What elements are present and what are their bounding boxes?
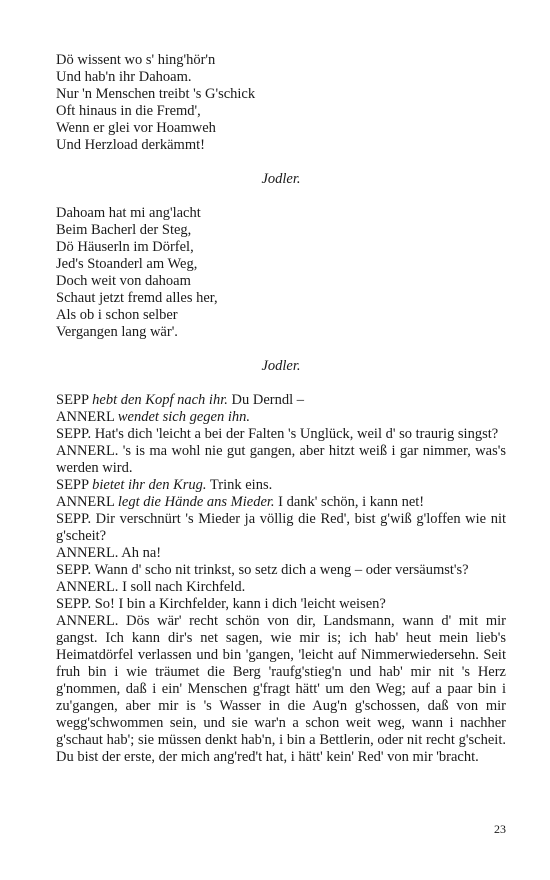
dialog-line	[56, 579, 506, 596]
speaker-name: SEPP	[56, 477, 89, 493]
verse-stanza-2	[56, 205, 506, 341]
dialog-line	[56, 596, 506, 613]
speech-text: Du Derndl –	[231, 392, 304, 408]
verse-line: Jed's Stoanderl am Weg,	[56, 256, 198, 272]
speech-text: Trink eins.	[209, 477, 273, 493]
speaker-name: SEPP.	[56, 511, 92, 527]
dialog-line	[56, 545, 506, 562]
speaker-name: ANNERL.	[56, 579, 119, 595]
speaker-name: SEPP.	[56, 562, 92, 578]
dialog-line	[56, 511, 506, 545]
dialog-section	[56, 392, 506, 766]
verse-line: Und Herzload derkämmt!	[56, 137, 205, 153]
speech-text: Dir verschnürt 's Mieder ja völlig die Red', bist g'wiß g'loffen wie nit g'scheit?	[56, 511, 507, 544]
speaker-name: ANNERL	[56, 409, 115, 425]
speaker-name: SEPP	[56, 392, 89, 408]
speech-text: Ah na!	[121, 545, 162, 561]
verse-line: Oft hinaus in die Fremd',	[56, 103, 201, 119]
speech-text: Hat's dich 'leicht a bei der Falten 's Unglück, weil d' so traurig singst?	[94, 426, 499, 442]
verse-line: Als ob i schon selber	[56, 307, 178, 323]
dialog-line	[56, 477, 506, 494]
dialog-line	[56, 562, 506, 579]
dialog-line	[56, 426, 506, 443]
speaker-name: ANNERL.	[56, 545, 119, 561]
speech-text: Wann d' scho nit trinkst, so setz dich a weng – oder versäumst's?	[94, 562, 469, 578]
speech-text: I soll nach Kirchfeld.	[122, 579, 246, 595]
verse-stanza-1	[56, 52, 506, 154]
stage-direction: bietet ihr den Krug.	[92, 477, 207, 493]
speech-text: I dank' schön, i kann net!	[278, 494, 425, 510]
speech-text: Dös wär' recht schön von dir, Landsmann, wann d' mit mir gangst. Ich kann dir's net sagen, wie mir is; ich hab' heut mein lieb's Heimatdörfel verlassen und bin 'gangen, 'leicht auf Nimmerwiedersehn. Seit fruh bin i wie träumet die Berg 'raufg'stieg'n und hab' mir nit 's Herz g'nommen, daß i ein' Menschen g'fragt hätt' um den Weg; auf a paar bin i zu'gangen, aber mir is 's Wasser in die Aug'n g'schossen, daß von mir wegg'schwommen sein, und sie war'n a schon weit weg, wann i nachher g'schaut hab'; sie müssen denkt hab'n, i bin a Bettlerin, oder nit recht g'scheit. Du bist der erste, der mich ang'red't hat, i hätt' kein' Red' von mir 'bracht.	[56, 613, 506, 765]
dialog-line	[56, 613, 506, 766]
dialog-line	[56, 409, 506, 426]
page-number: 23	[494, 822, 506, 836]
stage-direction-jodler: Jodler.	[261, 358, 301, 374]
verse-line: Vergangen lang wär'.	[56, 324, 178, 340]
speech-text: 's is ma wohl nie gut gangen, aber hitzt weiß i gar nimmer, was's werden wird.	[56, 443, 507, 476]
verse-line: Doch weit von dahoam	[56, 273, 191, 289]
speaker-name: ANNERL	[56, 494, 115, 510]
speech-text: So! I bin a Kirchfelder, kann i dich 'leicht weisen?	[94, 596, 386, 612]
speaker-name: SEPP.	[56, 426, 92, 442]
verse-line: Dahoam hat mi ang'lacht	[56, 205, 201, 221]
stage-direction-jodler: Jodler.	[261, 171, 301, 187]
verse-line: Schaut jetzt fremd alles her,	[56, 290, 218, 306]
stage-direction: wendet sich gegen ihn.	[117, 409, 250, 425]
verse-line: Nur 'n Menschen treibt 's G'schick	[56, 86, 256, 102]
verse-line: Wenn er glei vor Hoamweh	[56, 120, 216, 136]
speaker-name: SEPP.	[56, 596, 92, 612]
verse-line: Beim Bacherl der Steg,	[56, 222, 192, 238]
verse-line: Und hab'n ihr Dahoam.	[56, 69, 192, 85]
verse-line: Dö Häuserln im Dörfel,	[56, 239, 194, 255]
speaker-name: ANNERL.	[56, 613, 119, 629]
dialog-line	[56, 392, 506, 409]
verse-line: Dö wissent wo s' hing'hör'n	[56, 52, 216, 68]
stage-direction: hebt den Kopf nach ihr.	[92, 392, 228, 408]
stage-direction: legt die Hände ans Mieder.	[117, 494, 275, 510]
dialog-line	[56, 443, 506, 477]
dialog-line	[56, 494, 506, 511]
speaker-name: ANNERL.	[56, 443, 119, 459]
page-body	[56, 52, 506, 766]
